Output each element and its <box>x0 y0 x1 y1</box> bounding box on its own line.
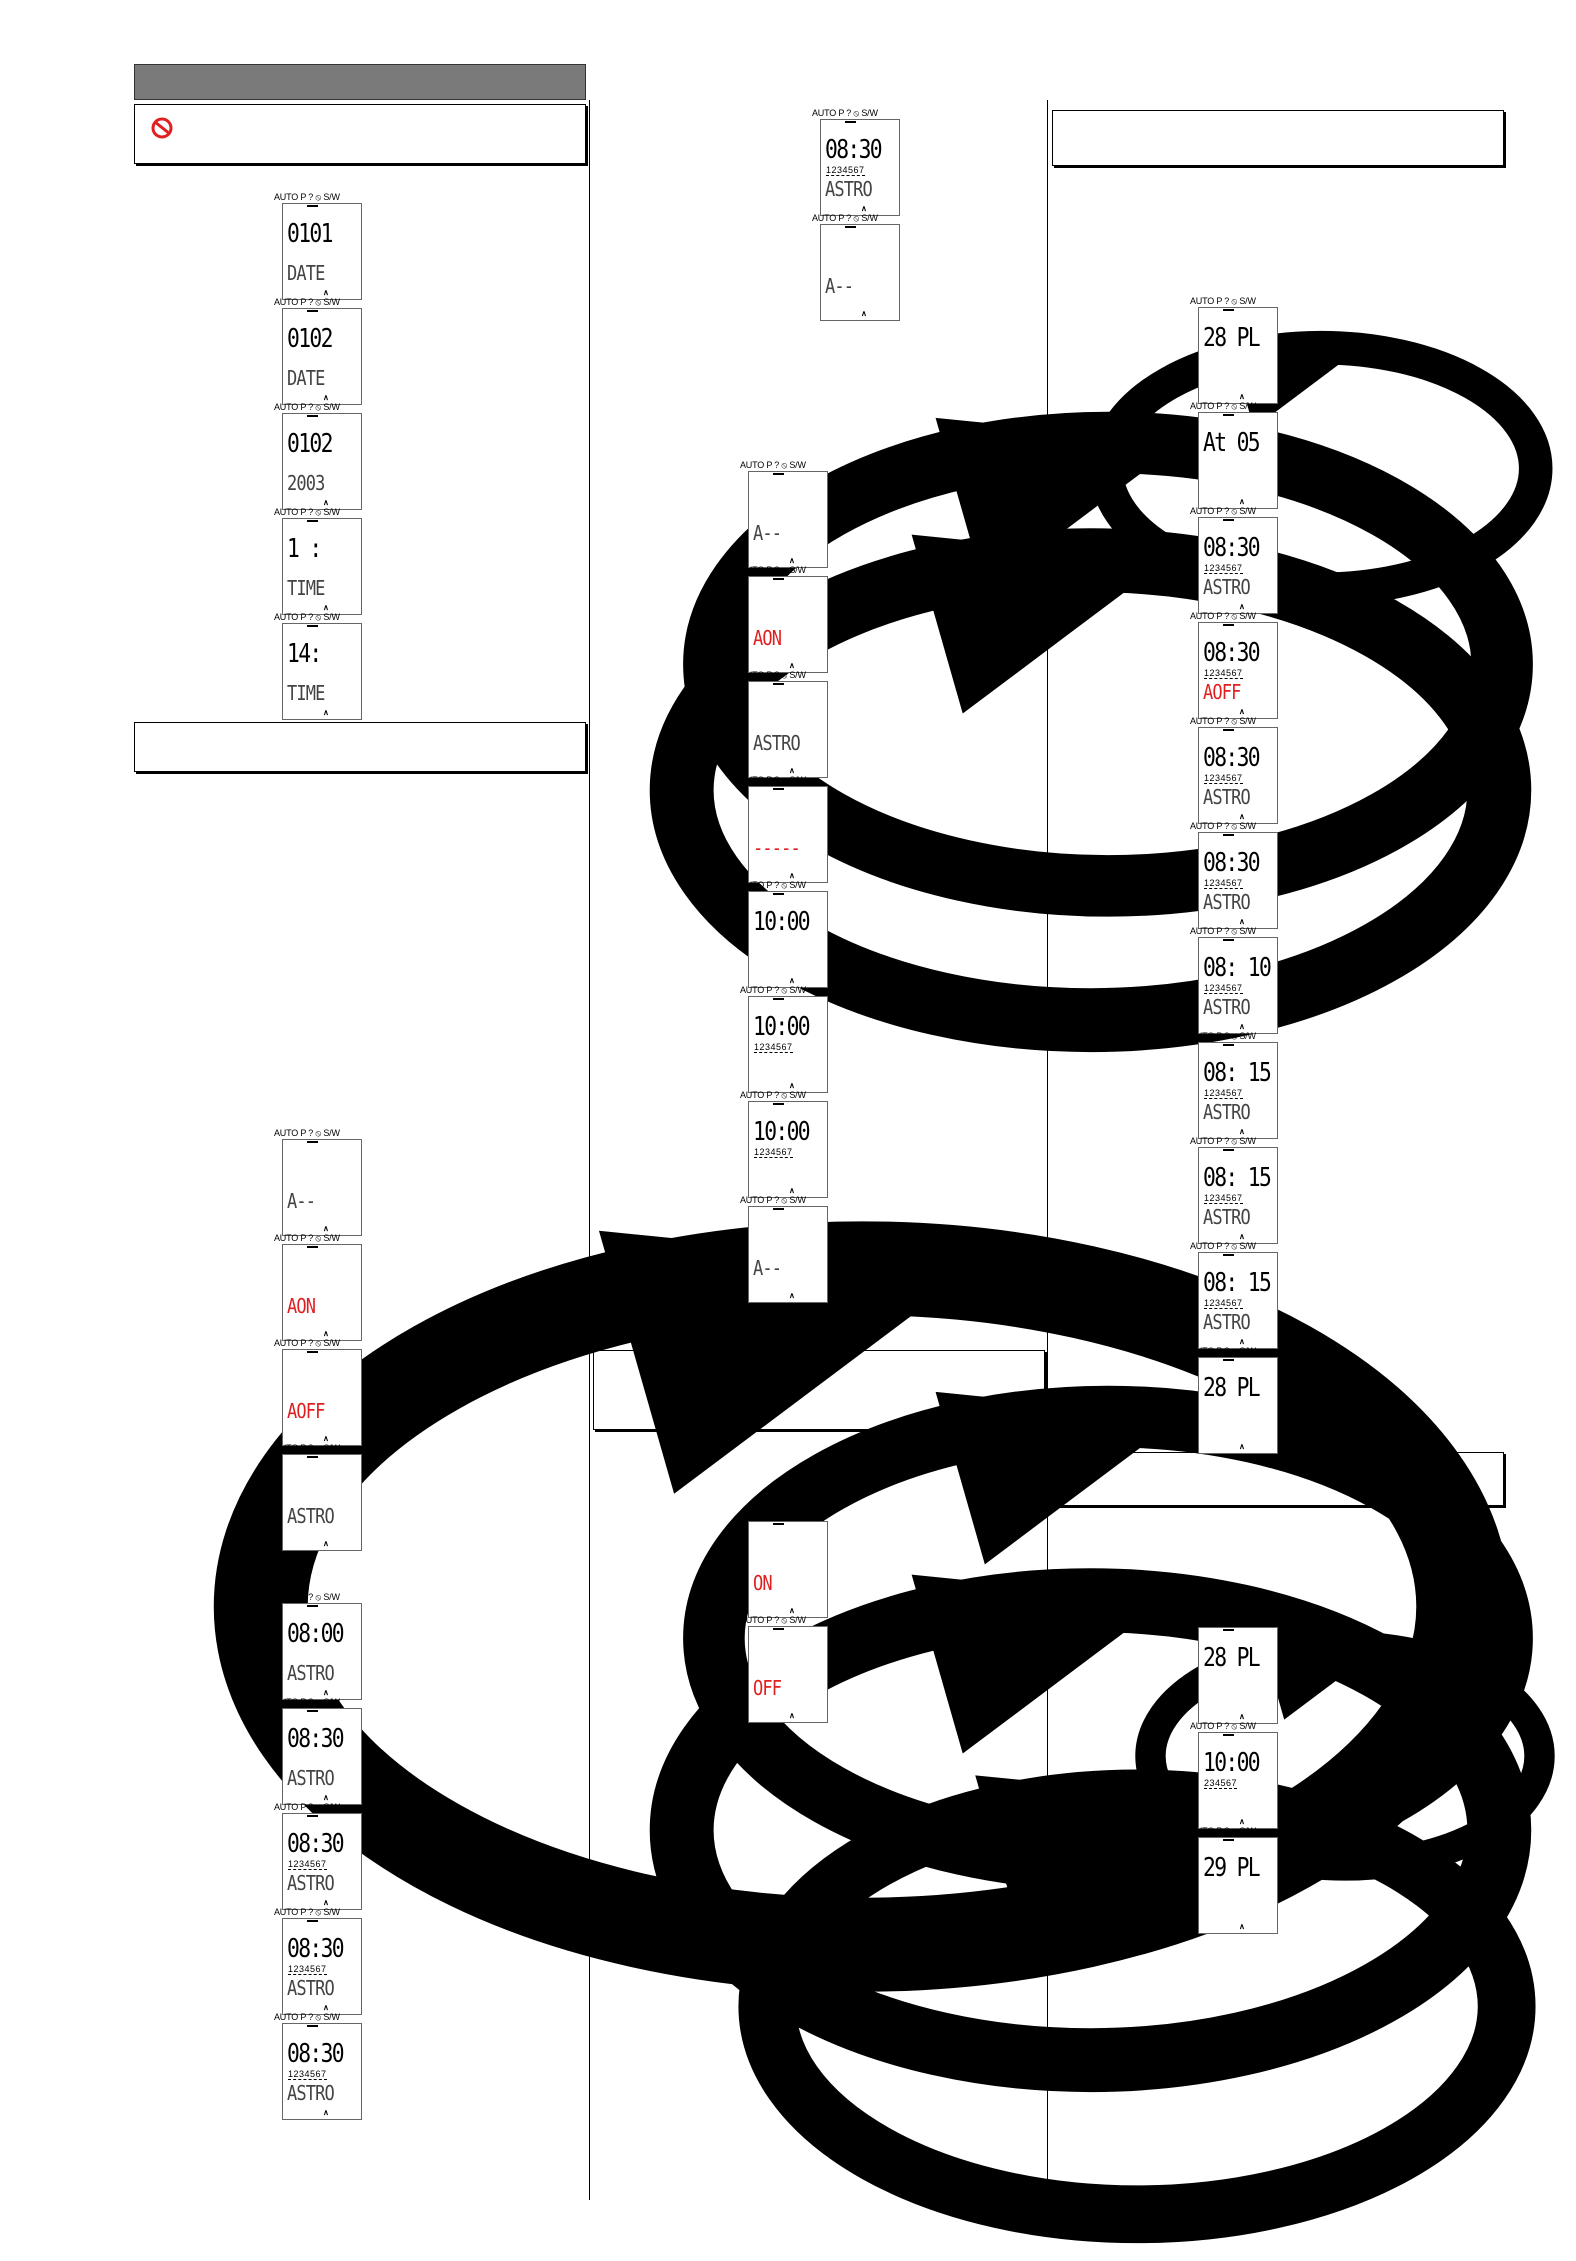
lcd-primary-digits: 28 PL <box>1203 1373 1259 1403</box>
lcd-mode-header: AUTO P ? ⦸ S/W <box>740 565 806 575</box>
lcd-display <box>812 108 908 216</box>
lcd-primary-digits: 08:30 <box>1203 743 1259 773</box>
lcd-secondary-text: ASTRO <box>753 731 800 755</box>
lcd-secondary-text: A-- <box>753 521 782 545</box>
lcd-display <box>1190 926 1286 1034</box>
lcd-secondary-text: ASTRO <box>825 177 872 201</box>
lcd-cursor-mark <box>307 625 318 627</box>
lcd-channel-indicator: ∧ <box>323 1329 329 1338</box>
lcd-display <box>1190 1346 1286 1454</box>
lcd-mode-header: AUTO P ? ⦸ S/W <box>274 1443 340 1453</box>
lcd-mode-header: AUTO P ? ⦸ S/W <box>1190 1031 1256 1041</box>
lcd-mode-header: AUTO P ? ⦸ S/W <box>1190 506 1256 516</box>
lcd-mode-header: AUTO P ? ⦸ S/W <box>274 1802 340 1812</box>
lcd-secondary-text: AOFF <box>1203 680 1241 704</box>
lcd-screen <box>282 1349 362 1446</box>
lcd-screen <box>282 1813 362 1910</box>
lcd-channel-indicator: ∧ <box>789 1186 795 1195</box>
lcd-channel-indicator: ∧ <box>1239 812 1245 821</box>
lcd-secondary-text: AON <box>753 626 782 650</box>
lcd-display <box>274 1907 370 2015</box>
lcd-display <box>274 612 370 720</box>
lcd-secondary-text: A-- <box>287 1189 316 1213</box>
section-header-bar <box>134 64 586 100</box>
lcd-secondary-text: ASTRO <box>1203 995 1250 1019</box>
lcd-secondary-text: ASTRO <box>287 1976 334 2000</box>
lcd-cursor-mark <box>307 520 318 522</box>
lcd-weekday-row: 1234567 <box>1204 563 1243 573</box>
lcd-cursor-mark <box>1223 1629 1234 1631</box>
lcd-display <box>1190 611 1286 719</box>
lcd-primary-digits: 28 PL <box>1203 1643 1259 1673</box>
lcd-primary-digits: 14: <box>287 639 321 669</box>
lcd-mode-header: AUTO P ? ⦸ S/W <box>740 775 806 785</box>
lcd-channel-indicator: ∧ <box>861 309 867 318</box>
lcd-primary-digits: 0102 <box>287 429 332 459</box>
lcd-screen <box>748 471 828 568</box>
lcd-display <box>740 775 836 883</box>
lcd-display <box>1190 1136 1286 1244</box>
lcd-primary-digits: 08: 10 <box>1203 953 1271 983</box>
lcd-display <box>274 1443 370 1551</box>
lcd-screen <box>748 576 828 673</box>
lcd-mode-header: AUTO P ? ⦸ S/W <box>740 985 806 995</box>
lcd-channel-indicator: ∧ <box>1239 1712 1245 1721</box>
lcd-screen <box>282 308 362 405</box>
lcd-secondary-text: 2003 <box>287 471 325 495</box>
lcd-mode-header: AUTO P ? ⦸ S/W <box>274 297 340 307</box>
lcd-weekday-row: 1234567 <box>826 165 865 175</box>
lcd-screen <box>282 413 362 510</box>
lcd-channel-indicator: ∧ <box>323 498 329 507</box>
lcd-cursor-mark <box>1223 519 1234 521</box>
lcd-weekday-row: 1234567 <box>754 1147 793 1157</box>
lcd-weekday-row: 1234567 <box>754 1042 793 1052</box>
lcd-mode-header: AUTO P ? ⦸ S/W <box>274 1338 340 1348</box>
lcd-screen <box>282 1454 362 1551</box>
lcd-cursor-mark <box>1223 624 1234 626</box>
lcd-channel-indicator: ∧ <box>1239 1127 1245 1136</box>
lcd-mode-header: AUTO P ? ⦸ S/W <box>740 1195 806 1205</box>
lcd-channel-indicator: ∧ <box>323 603 329 612</box>
lcd-primary-digits: 08:30 <box>287 2039 343 2069</box>
lcd-display <box>274 2012 370 2120</box>
lcd-cursor-mark <box>1223 1044 1234 1046</box>
lcd-cursor-mark <box>1223 1254 1234 1256</box>
lcd-channel-indicator: ∧ <box>789 1291 795 1300</box>
lcd-mode-header: AUTO P ? ⦸ S/W <box>1190 401 1256 411</box>
lcd-cursor-mark <box>307 1351 318 1353</box>
lcd-display <box>274 1697 370 1805</box>
lcd-secondary-text: ASTRO <box>287 2081 334 2105</box>
lcd-screen <box>1198 1252 1278 1349</box>
lcd-channel-indicator: ∧ <box>789 1711 795 1720</box>
lcd-channel-indicator: ∧ <box>1239 1817 1245 1826</box>
lcd-display <box>274 1338 370 1446</box>
lcd-secondary-text: TIME <box>287 576 325 600</box>
warning-note-box <box>134 104 586 164</box>
lcd-secondary-text: ASTRO <box>287 1661 334 1685</box>
lcd-display <box>740 670 836 778</box>
lcd-screen <box>1198 937 1278 1034</box>
lcd-secondary-text: ASTRO <box>1203 785 1250 809</box>
lcd-channel-indicator: ∧ <box>323 1793 329 1802</box>
lcd-primary-digits: 08:30 <box>287 1829 343 1859</box>
lcd-weekday-row: 1234567 <box>288 1859 327 1869</box>
lcd-cursor-mark <box>1223 729 1234 731</box>
lcd-mode-header: AUTO P ? ⦸ S/W <box>740 1090 806 1100</box>
lcd-display <box>274 1233 370 1341</box>
lcd-channel-indicator: ∧ <box>1239 392 1245 401</box>
lcd-primary-digits: 29 PL <box>1203 1853 1259 1883</box>
lcd-weekday-row: 1234567 <box>288 2069 327 2079</box>
lcd-cursor-mark <box>307 1815 318 1817</box>
lcd-mode-header: AUTO P ? ⦸ S/W <box>1190 296 1256 306</box>
lcd-cursor-mark <box>1223 1734 1234 1736</box>
lcd-mode-header: AUTO P ? ⦸ S/W <box>740 880 806 890</box>
lcd-screen <box>1198 307 1278 404</box>
lcd-mode-header: AUTO P ? ⦸ S/W <box>812 213 878 223</box>
lcd-screen <box>1198 1357 1278 1454</box>
lcd-display <box>274 1802 370 1910</box>
lcd-screen <box>1198 1042 1278 1139</box>
lcd-primary-digits: 08:30 <box>287 1724 343 1754</box>
lcd-channel-indicator: ∧ <box>1239 1337 1245 1346</box>
lcd-mode-header: AUTO P ? ⦸ S/W <box>274 1907 340 1917</box>
lcd-primary-digits: 08:30 <box>825 135 881 165</box>
lcd-screen <box>282 1708 362 1805</box>
lcd-cursor-mark <box>307 1141 318 1143</box>
lcd-display <box>740 1615 836 1723</box>
lcd-weekday-row: 1234567 <box>1204 878 1243 888</box>
lcd-display <box>1190 1826 1286 1934</box>
lcd-cursor-mark <box>773 1628 784 1630</box>
lcd-display <box>1190 716 1286 824</box>
lcd-secondary-text: DATE <box>287 366 325 390</box>
lcd-mode-header: AUTO P ? ⦸ S/W <box>274 612 340 622</box>
lcd-cursor-mark <box>773 1523 784 1525</box>
lcd-cursor-mark <box>1223 309 1234 311</box>
lcd-cursor-mark <box>1223 939 1234 941</box>
lcd-secondary-text: DATE <box>287 261 325 285</box>
lcd-display <box>274 507 370 615</box>
lcd-channel-indicator: ∧ <box>323 1898 329 1907</box>
lcd-channel-indicator: ∧ <box>323 2003 329 2012</box>
lcd-primary-digits: 1 : <box>287 534 321 564</box>
lcd-weekday-row: 1234567 <box>288 1964 327 1974</box>
lcd-display <box>740 460 836 568</box>
lcd-display <box>812 213 908 321</box>
lcd-weekday-row: 234567 <box>1204 1778 1238 1788</box>
lcd-primary-digits: At 05 <box>1203 428 1259 458</box>
lcd-mode-header: AUTO P ? ⦸ S/W <box>1190 1241 1256 1251</box>
lcd-cursor-mark <box>307 1246 318 1248</box>
lcd-secondary-text: A-- <box>753 1256 782 1280</box>
lcd-screen <box>1198 727 1278 824</box>
lcd-mode-header: AUTO P ? ⦸ S/W <box>1190 1721 1256 1731</box>
lcd-secondary-text: ASTRO <box>1203 1205 1250 1229</box>
lcd-screen <box>1198 1147 1278 1244</box>
lcd-display <box>740 1510 836 1618</box>
lcd-screen <box>1198 832 1278 929</box>
lcd-channel-indicator: ∧ <box>323 2108 329 2117</box>
lcd-secondary-text: ASTRO <box>287 1871 334 1895</box>
prohibit-icon <box>149 113 179 143</box>
lcd-display <box>1190 401 1286 509</box>
lcd-channel-indicator: ∧ <box>1239 707 1245 716</box>
lcd-display <box>1190 1031 1286 1139</box>
lcd-channel-indicator: ∧ <box>1239 1442 1245 1451</box>
lcd-display <box>1190 1241 1286 1349</box>
section-title-box <box>1052 110 1504 166</box>
lcd-channel-indicator: ∧ <box>789 766 795 775</box>
lcd-mode-header: AUTO P ? ⦸ S/W <box>1190 1826 1256 1836</box>
lcd-screen <box>282 1139 362 1236</box>
lcd-mode-header: AUTO P ? ⦸ S/W <box>1190 926 1256 936</box>
lcd-display <box>274 1592 370 1700</box>
lcd-mode-header: AUTO P ? ⦸ S/W <box>274 402 340 412</box>
lcd-screen <box>748 996 828 1093</box>
lcd-cursor-mark <box>1223 1149 1234 1151</box>
lcd-cursor-mark <box>307 1605 318 1607</box>
lcd-channel-indicator: ∧ <box>1239 602 1245 611</box>
lcd-mode-header: AUTO P ? ⦸ S/W <box>274 1128 340 1138</box>
lcd-primary-digits: 08: 15 <box>1203 1058 1271 1088</box>
lcd-secondary-text: ASTRO <box>287 1766 334 1790</box>
lcd-primary-digits: 0101 <box>287 219 332 249</box>
lcd-cursor-mark <box>1223 1839 1234 1841</box>
lcd-screen <box>1198 1837 1278 1934</box>
lcd-secondary-text: A-- <box>825 274 854 298</box>
lcd-mode-header: AUTO P ? ⦸ S/W <box>274 192 340 202</box>
lcd-cursor-mark <box>307 1456 318 1458</box>
lcd-cursor-mark <box>307 205 318 207</box>
lcd-mode-header: AUTO P ? ⦸ S/W <box>740 1615 806 1625</box>
lcd-mode-header: AUTO P ? ⦸ S/W <box>1190 821 1256 831</box>
lcd-channel-indicator: ∧ <box>323 1224 329 1233</box>
lcd-display <box>274 402 370 510</box>
lcd-weekday-row: 1234567 <box>1204 1193 1243 1203</box>
lcd-display <box>740 880 836 988</box>
lcd-screen <box>748 1206 828 1303</box>
lcd-mode-header: AUTO P ? ⦸ S/W <box>812 108 878 118</box>
lcd-channel-indicator: ∧ <box>861 204 867 213</box>
lcd-secondary-text: ON <box>753 1571 772 1595</box>
lcd-display <box>274 1128 370 1236</box>
lcd-secondary-text: OFF <box>753 1676 782 1700</box>
lcd-secondary-text: AON <box>287 1294 316 1318</box>
lcd-channel-indicator: ∧ <box>323 1434 329 1443</box>
lcd-channel-indicator: ∧ <box>1239 1232 1245 1241</box>
lcd-display <box>1190 506 1286 614</box>
lcd-channel-indicator: ∧ <box>323 288 329 297</box>
lcd-mode-header: AUTO P ? ⦸ S/W <box>1190 1616 1256 1626</box>
lcd-channel-indicator: ∧ <box>789 1081 795 1090</box>
lcd-channel-indicator: ∧ <box>789 976 795 985</box>
lcd-screen <box>748 891 828 988</box>
lcd-cursor-mark <box>1223 1359 1234 1361</box>
lcd-cursor-mark <box>1223 414 1234 416</box>
lcd-screen <box>748 786 828 883</box>
lcd-cursor-mark <box>307 2025 318 2027</box>
lcd-primary-digits: 10:00 <box>1203 1748 1259 1778</box>
lcd-screen <box>820 224 900 321</box>
lcd-primary-digits: 08: 15 <box>1203 1268 1271 1298</box>
lcd-display <box>274 297 370 405</box>
lcd-secondary-text: ASTRO <box>287 1504 334 1528</box>
lcd-cursor-mark <box>307 310 318 312</box>
lcd-secondary-text: ASTRO <box>1203 1100 1250 1124</box>
lcd-screen <box>282 518 362 615</box>
lcd-screen <box>1198 412 1278 509</box>
lcd-cursor-mark <box>773 473 784 475</box>
lcd-display <box>1190 1616 1286 1724</box>
lcd-mode-header: AUTO P ? ⦸ S/W <box>274 2012 340 2022</box>
lcd-primary-digits: 08:30 <box>1203 848 1259 878</box>
lcd-cursor-mark <box>773 998 784 1000</box>
lcd-channel-indicator: ∧ <box>1239 497 1245 506</box>
lcd-channel-indicator: ∧ <box>789 871 795 880</box>
lcd-weekday-row: 1234567 <box>1204 1088 1243 1098</box>
lcd-mode-header: AUTO P ? ⦸ S/W <box>1190 1346 1256 1356</box>
lcd-primary-digits: 10:00 <box>753 1012 809 1042</box>
lcd-display <box>740 1090 836 1198</box>
lcd-mode-header: AUTO P ? ⦸ S/W <box>1190 1136 1256 1146</box>
lcd-cursor-mark <box>773 788 784 790</box>
lcd-display <box>1190 821 1286 929</box>
lcd-cursor-mark <box>307 1710 318 1712</box>
lcd-channel-indicator: ∧ <box>789 1606 795 1615</box>
section-title-box <box>134 722 586 772</box>
lcd-display <box>740 985 836 1093</box>
lcd-screen <box>748 681 828 778</box>
lcd-primary-digits: 10:00 <box>753 907 809 937</box>
lcd-screen <box>282 1244 362 1341</box>
lcd-mode-header: AUTO P ? ⦸ S/W <box>274 507 340 517</box>
lcd-secondary-text: ASTRO <box>1203 890 1250 914</box>
lcd-screen <box>282 203 362 300</box>
lcd-display <box>740 1195 836 1303</box>
lcd-screen <box>748 1521 828 1618</box>
lcd-screen <box>1198 517 1278 614</box>
lcd-display <box>1190 1721 1286 1829</box>
lcd-screen <box>1198 1732 1278 1829</box>
lcd-mode-header: AUTO P ? ⦸ S/W <box>274 1697 340 1707</box>
lcd-screen <box>282 2023 362 2120</box>
lcd-secondary-text: TIME <box>287 681 325 705</box>
lcd-screen <box>282 1918 362 2015</box>
lcd-mode-header: AUTO P ? ⦸ S/W <box>1190 716 1256 726</box>
lcd-cursor-mark <box>773 893 784 895</box>
lcd-mode-header: AUTO P ? ⦸ S/W <box>740 1510 806 1520</box>
lcd-weekday-row: 1234567 <box>1204 983 1243 993</box>
lcd-cursor-mark <box>773 1208 784 1210</box>
lcd-channel-indicator: ∧ <box>323 1688 329 1697</box>
lcd-channel-indicator: ∧ <box>789 661 795 670</box>
lcd-screen <box>1198 1627 1278 1724</box>
lcd-cursor-mark <box>307 1920 318 1922</box>
lcd-cursor-mark <box>773 578 784 580</box>
lcd-cursor-mark <box>1223 834 1234 836</box>
lcd-weekday-row: 1234567 <box>1204 668 1243 678</box>
rotate-icon[interactable] <box>1114 1598 1576 1890</box>
lcd-primary-digits: 10:00 <box>753 1117 809 1147</box>
lcd-display <box>740 565 836 673</box>
lcd-primary-digits: 08:30 <box>1203 533 1259 563</box>
lcd-primary-digits: 08:30 <box>1203 638 1259 668</box>
lcd-primary-digits: 28 PL <box>1203 323 1259 353</box>
lcd-mode-header: AUTO P ? ⦸ S/W <box>274 1233 340 1243</box>
lcd-channel-indicator: ∧ <box>323 1539 329 1548</box>
lcd-display <box>1190 296 1286 404</box>
lcd-secondary-text: ASTRO <box>1203 1310 1250 1334</box>
lcd-channel-indicator: ∧ <box>789 556 795 565</box>
lcd-weekday-row: 1234567 <box>1204 1298 1243 1308</box>
lcd-channel-indicator: ∧ <box>1239 1022 1245 1031</box>
lcd-secondary-text: ASTRO <box>1203 575 1250 599</box>
lcd-channel-indicator: ∧ <box>323 708 329 717</box>
lcd-channel-indicator: ∧ <box>323 393 329 402</box>
lcd-primary-digits: 08:00 <box>287 1619 343 1649</box>
lcd-display <box>274 192 370 300</box>
lcd-mode-header: AUTO P ? ⦸ S/W <box>740 670 806 680</box>
lcd-channel-indicator: ∧ <box>1239 917 1245 926</box>
lcd-secondary-text: AOFF <box>287 1399 325 1423</box>
lcd-screen <box>748 1101 828 1198</box>
lcd-screen <box>282 623 362 720</box>
lcd-cursor-mark <box>773 1103 784 1105</box>
lcd-mode-header: AUTO P ? ⦸ S/W <box>274 1592 340 1602</box>
lcd-cursor-mark <box>773 683 784 685</box>
lcd-channel-indicator: ∧ <box>1239 1922 1245 1931</box>
lcd-primary-digits: 08:30 <box>287 1934 343 1964</box>
lcd-cursor-mark <box>307 415 318 417</box>
lcd-primary-digits: 08: 15 <box>1203 1163 1271 1193</box>
lcd-cursor-mark <box>845 121 856 123</box>
rotate-icon[interactable] <box>1066 294 1576 616</box>
lcd-mode-header: AUTO P ? ⦸ S/W <box>740 460 806 470</box>
lcd-screen <box>748 1626 828 1723</box>
lcd-mode-header: AUTO P ? ⦸ S/W <box>1190 611 1256 621</box>
lcd-screen <box>282 1603 362 1700</box>
lcd-secondary-text: ----- <box>753 836 800 860</box>
lcd-primary-digits: 0102 <box>287 324 332 354</box>
lcd-screen <box>1198 622 1278 719</box>
lcd-weekday-row: 1234567 <box>1204 773 1243 783</box>
lcd-cursor-mark <box>845 226 856 228</box>
lcd-screen <box>820 119 900 216</box>
